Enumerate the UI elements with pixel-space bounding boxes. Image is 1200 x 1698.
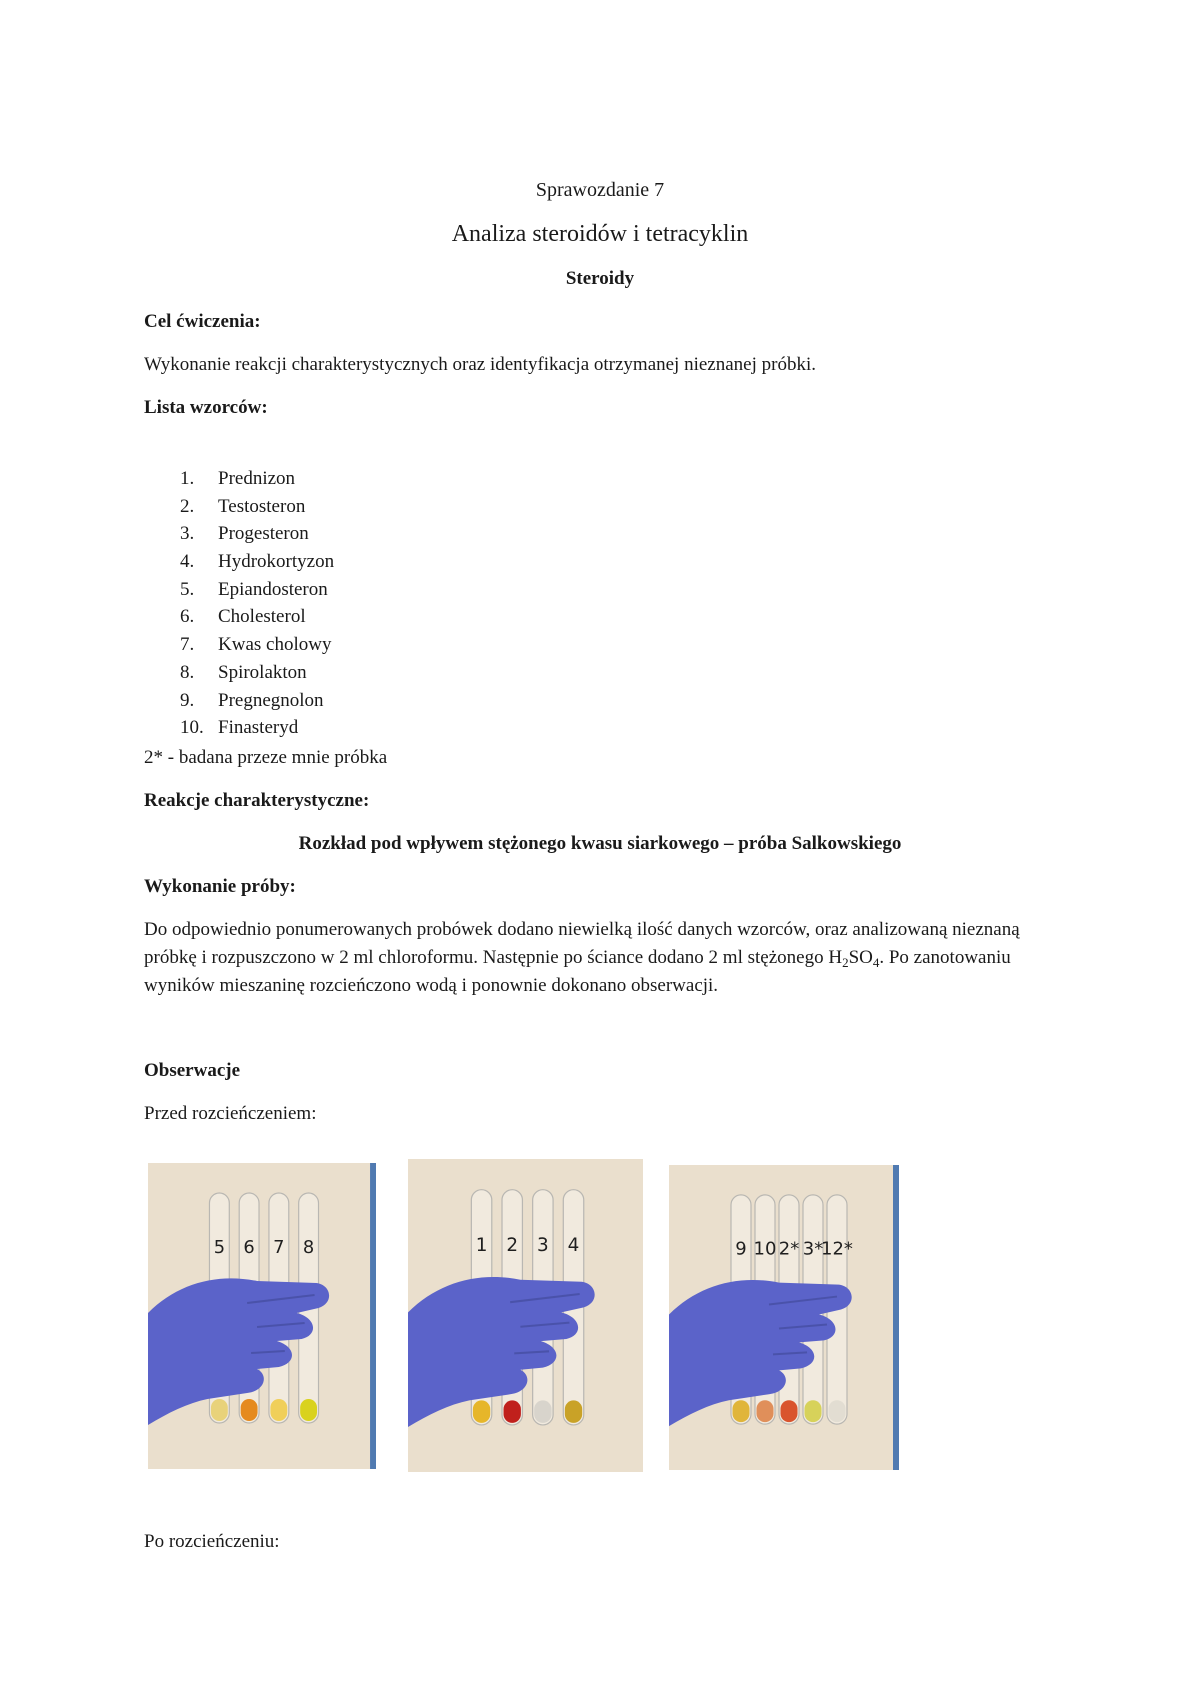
tube-label: 2 [506,1235,519,1257]
observations-heading: Obserwacje [144,1060,241,1081]
standards-list [180,465,334,742]
list-item-number: 9. [180,689,195,711]
tube-label: 3* [802,1238,824,1260]
page-title: Analiza steroidów i tetracyklin [451,221,749,247]
list-item [180,687,334,715]
report-number: Sprawozdanie 7 [535,179,665,201]
photo-tubes-1-4 [408,1159,643,1472]
list-item-number: 1. [180,468,195,489]
list-item [180,465,334,493]
sample-note: 2* - badana przeze mnie próbka [144,747,388,768]
list-item-number: 7. [180,634,195,656]
list-item [180,548,334,576]
list-item-number: 4. [180,551,195,573]
photo-tubes-5-8 [148,1163,376,1469]
procedure-text-part1: Do odpowiednio ponumerowanych probówek dodano niewielką ilość danych wzorców, oraz analizowaną nieznaną próbkę i rozpuszczono w 2 ml chloroformu. Następnie po ściance dodano 2 ml stężonego H [144,919,1020,968]
reactions-heading: Reakcje charakterystyczne: [144,790,370,811]
list-item-label: Pregnegnolon [218,689,324,711]
after-dilution-label: Po rozcieńczeniu: [144,1531,280,1552]
list-item [180,631,334,659]
list-item-label: Hydrokortyzon [218,551,335,573]
test-title: Rozkład pod wpływem stężonego kwasu siarkowego – próba Salkowskiego [298,833,902,854]
list-item-label: Prednizon [218,468,296,489]
procedure-heading: Wykonanie próby: [144,876,296,897]
photo-tubes-9-12 [669,1165,899,1470]
list-item [180,603,334,631]
list-item [180,520,334,548]
list-item-label: Epiandosteron [218,578,328,600]
tube-label: 1 [475,1235,488,1257]
list-item-number: 8. [180,661,195,683]
standards-heading: Lista wzorców: [144,397,268,418]
tube-label: 2* [778,1238,800,1260]
tube-label: 5 [213,1236,226,1259]
list-item-number: 3. [180,523,195,545]
goal-text: Wykonanie reakcji charakterystycznych oraz identyfikacja otrzymanej nieznanej próbki. [144,354,816,375]
list-item-label: Kwas cholowy [218,634,332,656]
procedure-text-so: SO [848,947,873,968]
tubes-illustration [669,1165,899,1470]
tube-label: 12* [821,1238,853,1260]
list-item [180,576,334,604]
list-item-label: Testosteron [218,495,306,517]
list-item-label: Finasteryd [218,717,299,739]
tube-label: 9 [735,1238,747,1260]
list-item-number: 10. [180,717,204,739]
tube-label: 8 [302,1236,315,1259]
list-item-number: 6. [180,606,195,628]
tube-label: 6 [243,1236,255,1259]
list-item [180,493,334,521]
list-item [180,714,334,742]
before-dilution-label: Przed rozcieńczeniem: [144,1103,317,1124]
list-item-label: Cholesterol [218,606,306,628]
tube-label: 3 [537,1235,549,1257]
tube-label: 4 [567,1235,580,1257]
section-title: Steroidy [565,268,635,289]
tube-label: 10 [753,1238,777,1260]
list-item-number: 2. [180,495,195,517]
subscript-4: 4 [872,955,880,970]
list-item-number: 5. [180,578,195,600]
list-item [180,659,334,687]
procedure-text [144,916,1074,1000]
list-item-label: Progesteron [218,523,309,545]
tubes-illustration [408,1159,643,1472]
procedure-text-part2: . Po zanotowaniu wyników mieszaninę rozcieńczono wodą i ponownie dokonano obserwacji. [144,947,1011,996]
list-item-label: Spirolakton [218,661,307,683]
tubes-illustration [148,1163,376,1469]
subscript-2: 2 [842,955,849,970]
tube-label: 7 [273,1236,285,1259]
goal-heading: Cel ćwiczenia: [144,311,261,332]
